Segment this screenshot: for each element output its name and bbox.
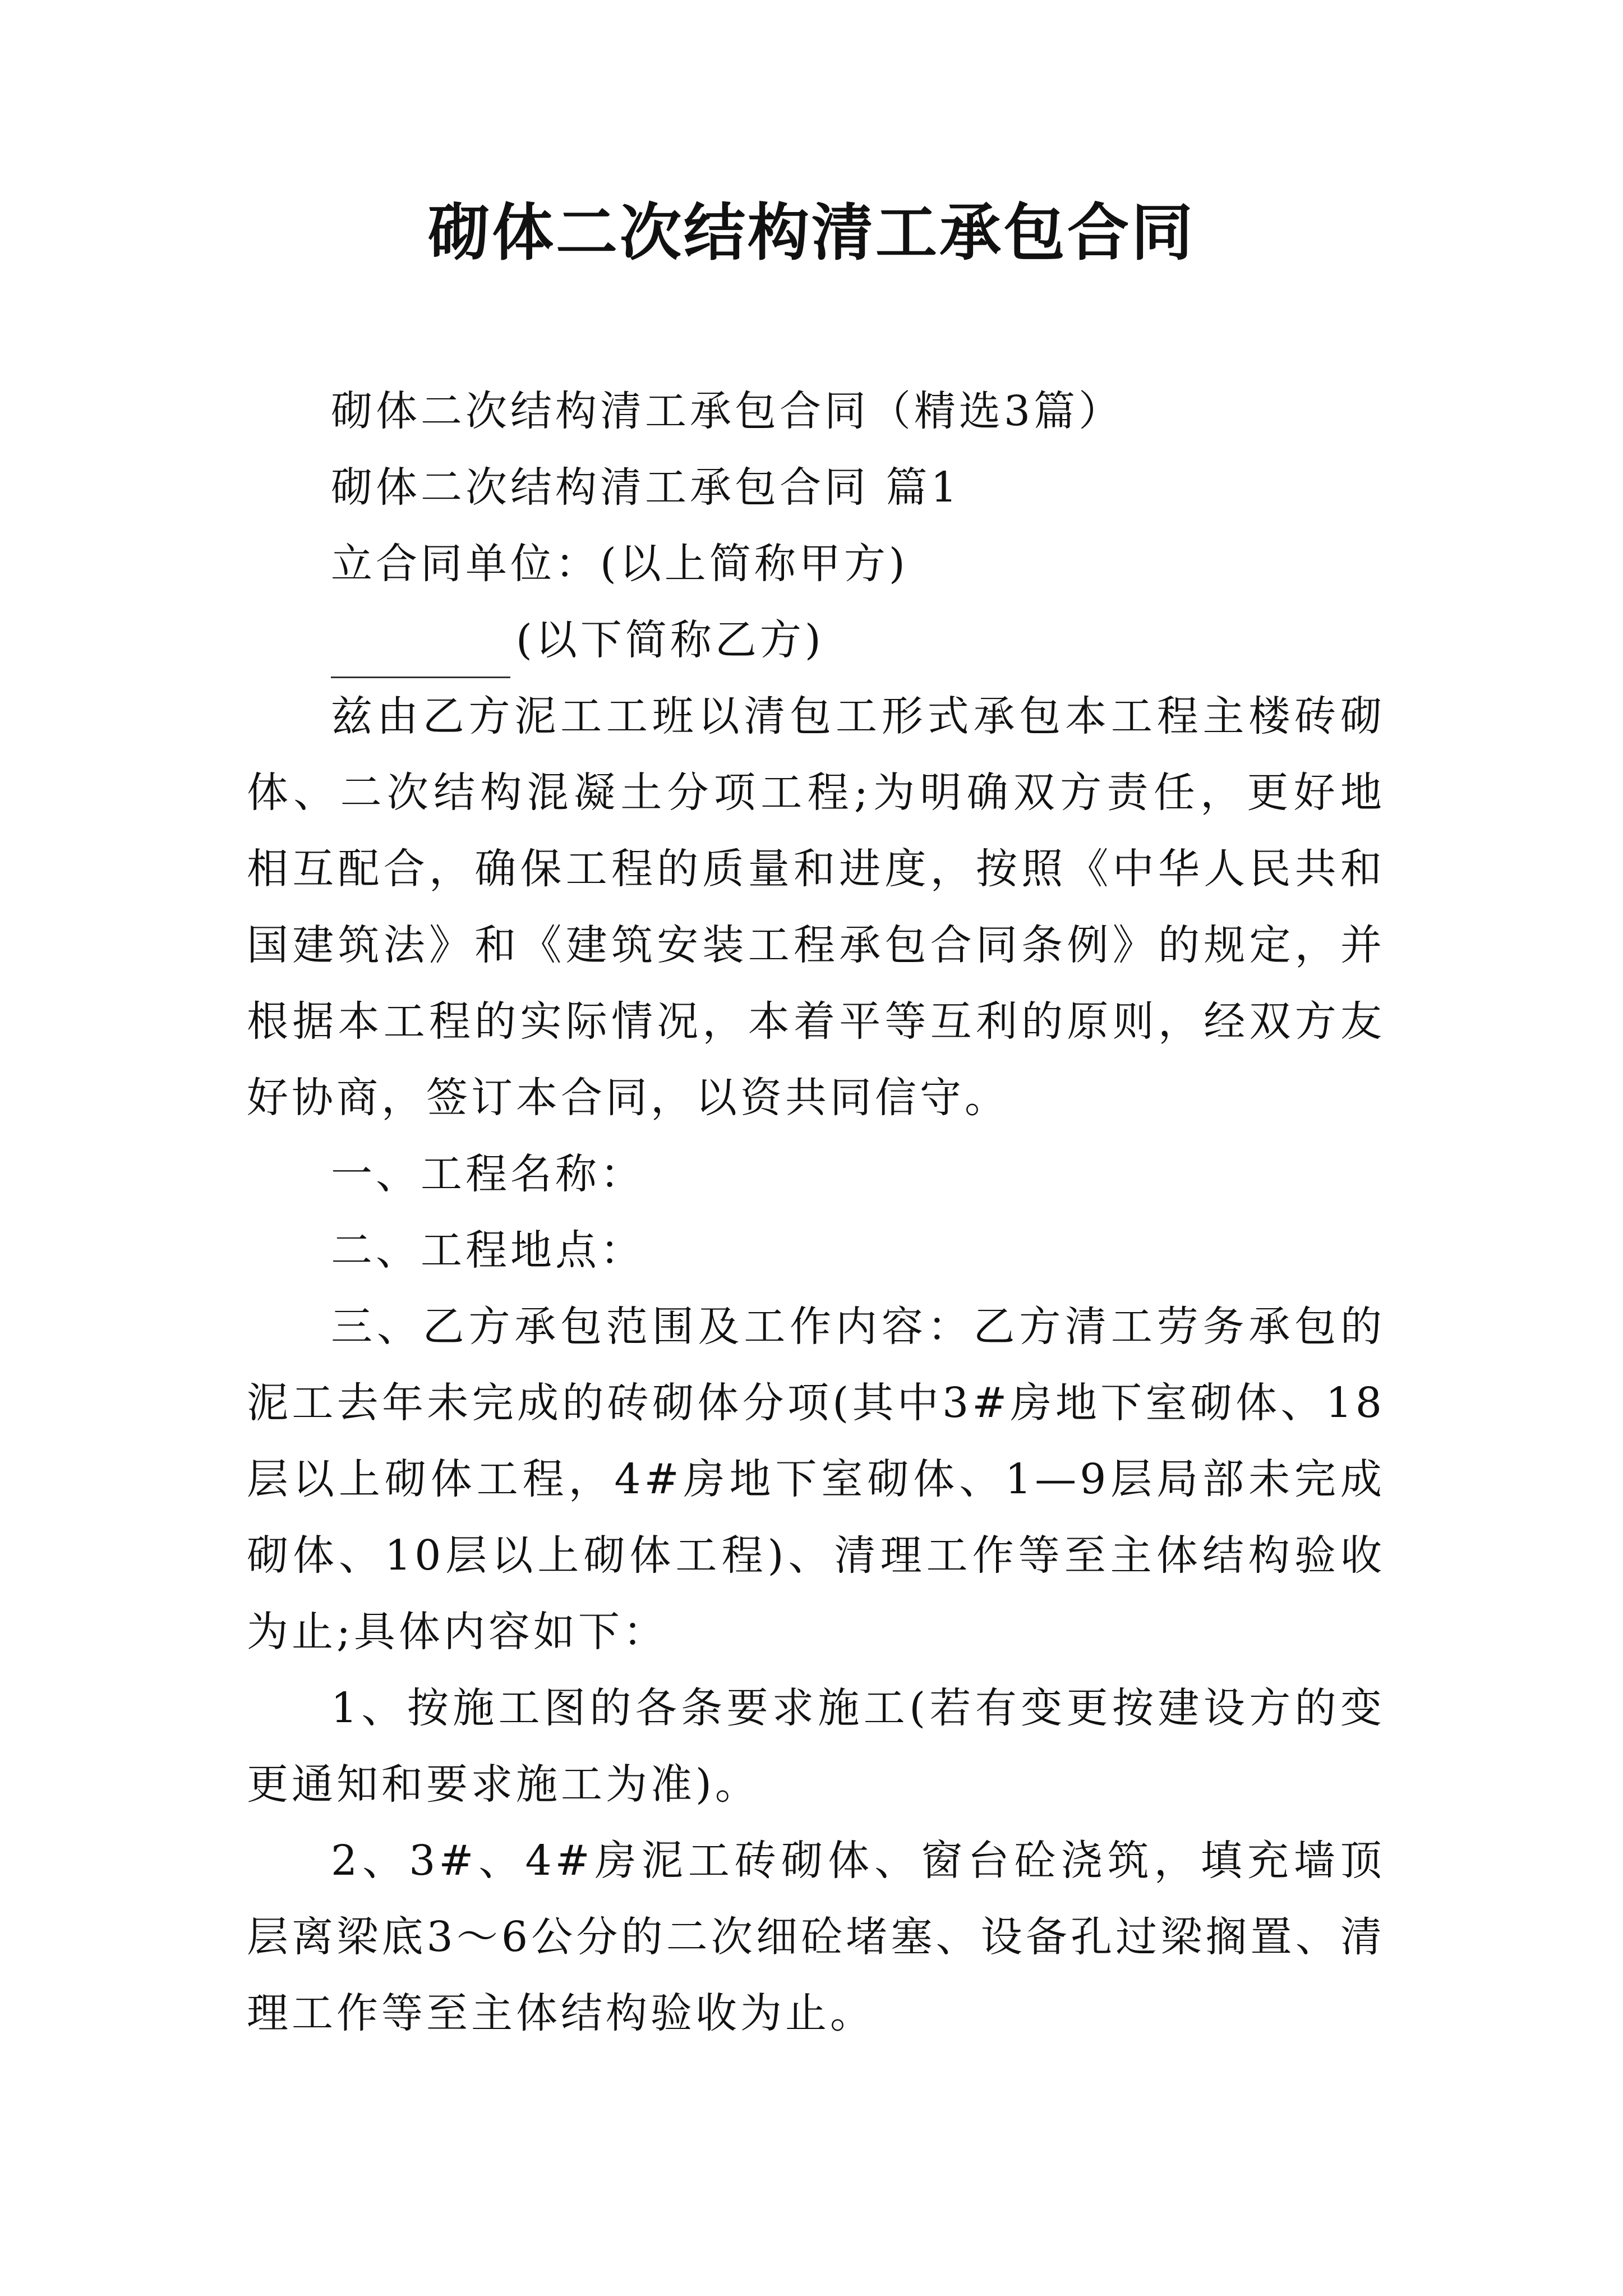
document-body <box>247 373 1385 2051</box>
party-b-line <box>247 602 1385 678</box>
preamble-paragraph: 兹由乙方泥工工班以清包工形式承包本工程主楼砖砌体、二次结构混凝土分项工程;为明确双方责任，更好地相互配合，确保工程的质量和进度，按照《中华人民共和国建筑法》和《建筑安装工程承包合同条例》的规定，并根据本工程的实际情况，本着平等互利的原则，经双方友好协商，签订本合同，以资共同信守。 <box>247 692 1385 1122</box>
clause-scope-of-work: 三、乙方承包范围及工作内容：乙方清工劳务承包的泥工去年未完成的砖砌体分项(其中3#房地下室砌体、18层以上砌体工程，4#房地下室砌体、1—9层局部未完成砌体、10层以上砌体工程)、清理工作等至主体结构验收为止;具体内容如下： <box>247 1303 1385 1656</box>
party-b-blank <box>331 631 510 678</box>
document-title: 砌体二次结构清工承包合同 <box>428 197 1195 269</box>
scope-item-2: 2、3#、4#房泥工砖砌体、窗台砼浇筑，填充墙顶层离梁底3～6公分的二次细砼堵塞、设备孔过梁搁置、清理工作等至主体结构验收为止。 <box>247 1837 1385 2037</box>
scope-item-1: 1、按施工图的各条要求施工(若有变更按建设方的变更通知和要求施工为准)。 <box>247 1684 1385 1809</box>
party-b-label: (以下简称乙方) <box>516 616 824 664</box>
clause-project-name: 一、工程名称： <box>331 1150 645 1198</box>
party-a-line: 立合同单位：(以上简称甲方) <box>331 540 909 588</box>
section-heading-part-1: 砌体二次结构清工承包合同 篇1 <box>331 463 961 512</box>
subtitle-selection: 砌体二次结构清工承包合同（精选3篇） <box>331 387 1124 435</box>
clause-project-location: 二、工程地点： <box>331 1226 645 1274</box>
